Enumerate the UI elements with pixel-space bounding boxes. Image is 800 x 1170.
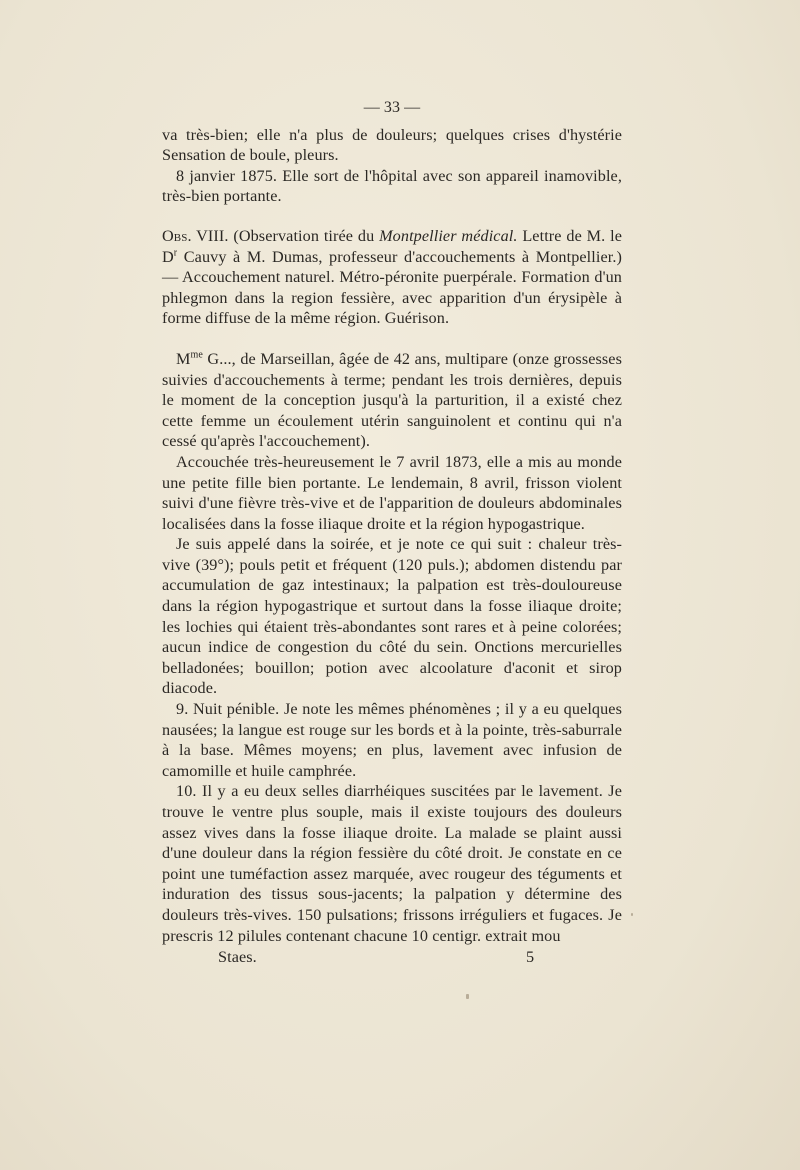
madame-superscript: me (190, 349, 203, 361)
paragraph-delivery: Accouchée très-heureusement le 7 avril 1873, elle a mis au monde une petite fille bien portante. Le lendemain, 8 avril, frisson violent suivi d'une fièvre très-vive et de l'apparition de douleurs abdominales localisées dans la fosse iliaque droite et la région hypogastrique. (162, 452, 622, 533)
paragraph-first-visit: Je suis appelé dans la soirée, et je note ce qui suit : chaleur très-vive (39°); pouls petit et fréquent (120 puls.); abdomen distendu par accumulation de gaz intestinaux; la palpation est très-douloureuse dans la région hypogastrique et surtout dans la fosse iliaque droite; les lochies qui étaient très-abondantes sont rares et à peine colorées; aucun indice de congestion du côté du sein. Onctions mercurielles belladonées; bouillon; potion avec alcoolature d'aconit et sirop diacode. (162, 535, 622, 698)
doctor-abbrev-superscript: r (173, 247, 178, 259)
paragraph-day-10: 10. Il y a eu deux selles diarrhéiques suscitées par le lavement. Je trouve le ventre plus souple, mais il existe toujours des douleurs assez vives dans la fosse iliaque droite. La malade se plaint aussi d'une douleur dans la région fessière du côté droit. Je constate en ce point une tuméfaction assez marquée, avec rougeur des téguments et induration des tissus sous-jacents; la palpation y détermine des douleurs très-vives. 150 pulsations; frissons irréguliers et fugaces. Je prescris 12 pilules contenant chacune 10 centigr. extrait mou (162, 782, 622, 945)
footer-signature: Staes. (218, 948, 257, 967)
paper-speck (466, 994, 469, 999)
paragraph-day-9: 9. Nuit pénible. Je note les mêmes phénomènes ; il y a eu quelques nausées; la langue est rouge sur les bords et à la pointe, très-saburrale à la base. Mêmes moyens; en plus, lavement avec infusion de camomille et huile camphrée. (162, 700, 622, 780)
observation-heading (162, 226, 622, 329)
observation-text-after-journal: Lettre de M. le D (162, 226, 622, 266)
page-footer (162, 947, 622, 968)
observation-label: Obs. (162, 226, 192, 245)
observation-text-before-journal: VIII. (Observation tirée du (191, 226, 380, 245)
page-text-block (162, 98, 622, 968)
paragraph-continuation: va très-bien; elle n'a plus de douleurs; quelques crises d'hystérie Sensation de boule, pleurs. (162, 125, 622, 165)
paper-speck (631, 913, 633, 916)
footer-sheet-number: 5 (526, 948, 535, 967)
observation-text-rest: Cauvy à M. Dumas, professeur d'accouchements à Montpellier.) — Accouchement naturel. Métro-péronite puerpérale. Formation d'un phlegmon dans la region fessière, avec apparition d'un érysipèle à forme diffuse de la même région. Guérison. (162, 247, 622, 328)
case-intro-text: G..., de Marseillan, âgée de 42 ans, multipare (onze grossesses suivies d'accouchements à terme; pendant les trois dernières, depuis le moment de la conception jusqu'à la parturition, il a existé chez cette femme un écoulement utérin sanguinolent et continu qui n'a cessé qu'après l'accouchement). (162, 349, 622, 451)
case-intro-paragraph (162, 349, 622, 452)
paragraph-discharge: 8 janvier 1875. Elle sort de l'hôpital avec son appareil inamovible, très-bien portante. (162, 166, 622, 206)
page-number: — 33 — (363, 99, 421, 116)
observation-journal-title: Montpellier médical. (379, 226, 518, 245)
madame-prefix: M (176, 349, 191, 368)
